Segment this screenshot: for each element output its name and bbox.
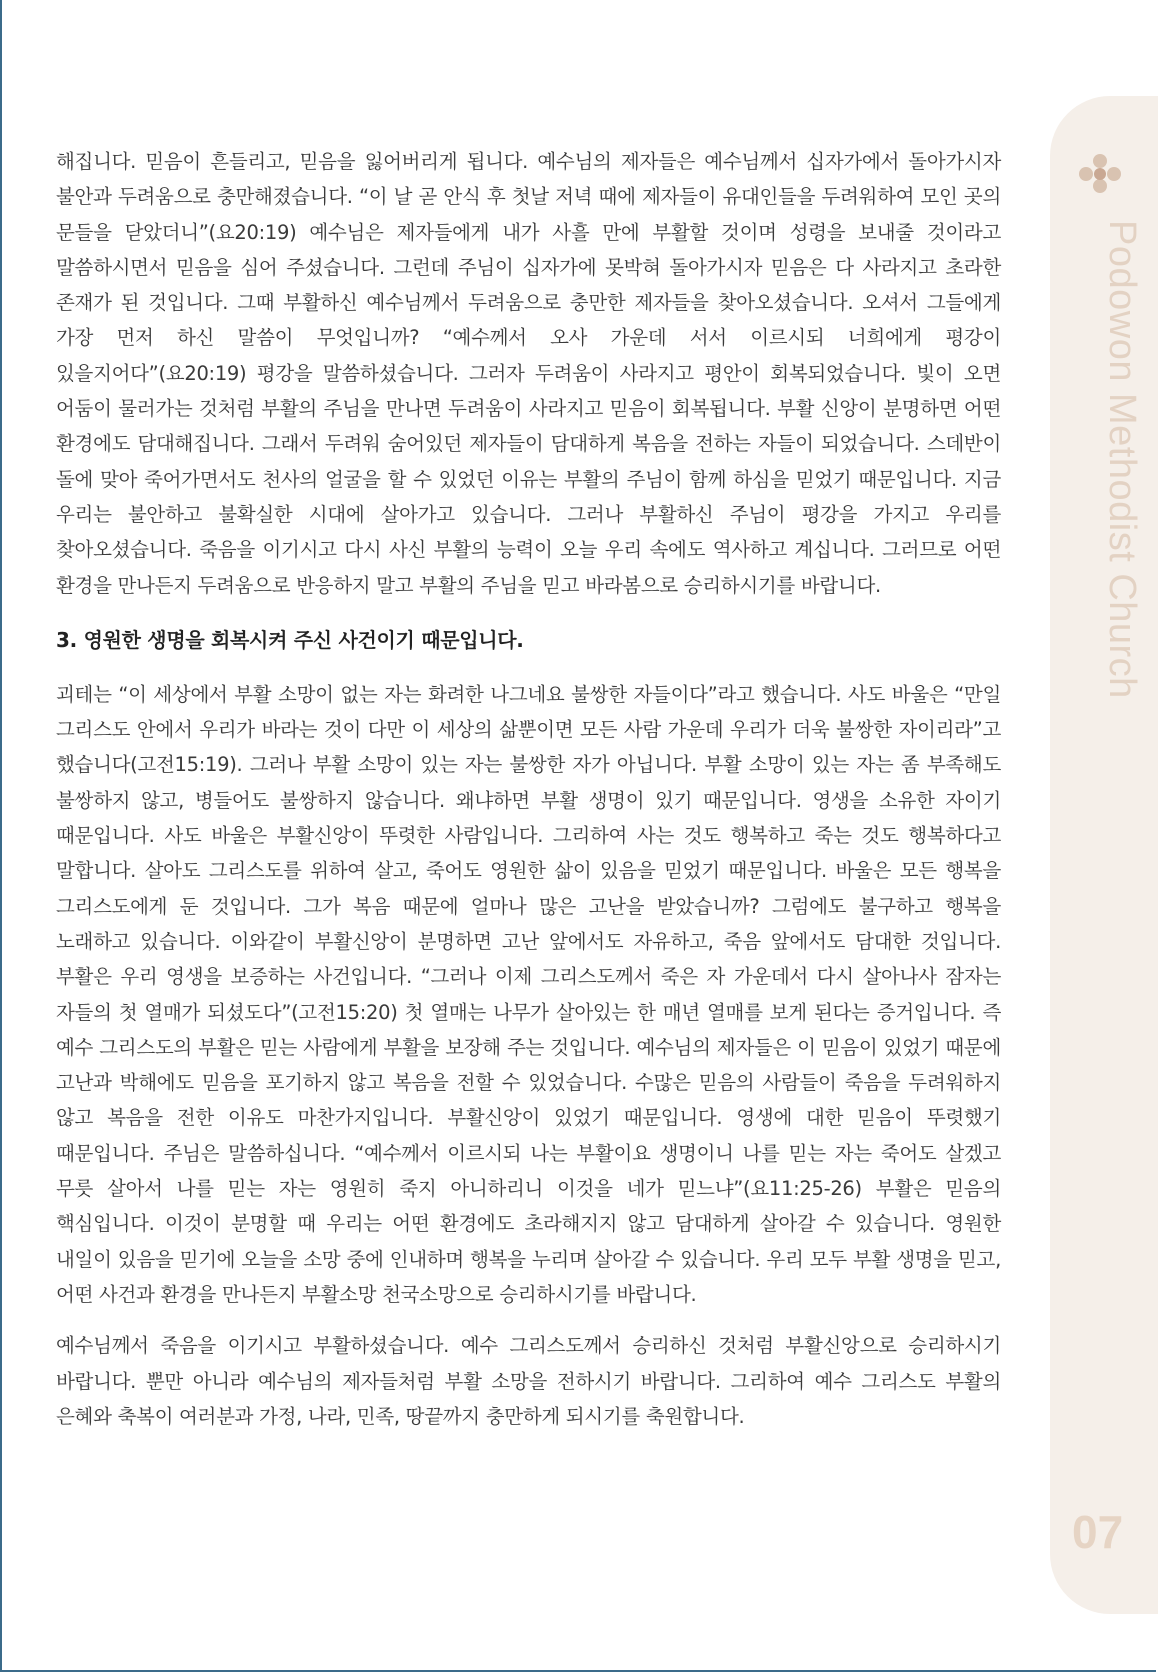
section-heading: 3. 영원한 생명을 회복시켜 주신 사건이기 때문입니다. <box>56 627 524 652</box>
church-name: Podowon Methodist Church <box>1101 220 1143 699</box>
grape-cluster-icon <box>1076 152 1124 200</box>
paragraph: 괴테는 “이 세상에서 부활 소망이 없는 자는 화려한 나그네요 불쌍한 자들이다”라고 했습니다. 사도 바울은 “만일 그리스도 안에서 우리가 바라는 것이 다만 이 세상의 삶뿐이면 모든 사람 가운데 우리가 더욱 불쌍한 자이리라”고 했습니다(고전15:19). 그러나 부활 소망이 있는 자는 불쌍한 자가 아닙니다. 부활 소망이 있는 자는 좀 부족해도 불쌍하지 않고, 병들어도 불쌍하지 않습니다. 왜냐하면 부활 생명이 있기 때문입니다. 영생을 소유한 자이기 때문입니다. 사도 바울은 부활신앙이 뚜렷한 사람입니다. 그리하여 사는 것도 행복하고 죽는 것도 행복하다고 말합니다. 살아도 그리스도를 위하여 살고, 죽어도 영원한 삶이 있음을 믿었기 때문입니다. 바울은 모든 행복을 그리스도에게 둔 것입니다. 그가 복음 때문에 얼마나 많은 고난을 받았습니까? 그럼에도 불구하고 행복을 노래하고 있습니다. 이와같이 부활신앙이 분명하면 고난 앞에서도 자유하고, 죽음 앞에서도 담대한 것입니다. 부활은 우리 영생을 보증하는 사건입니다. “그러나 이제 그리스도께서 죽은 자 가운데서 다시 살아나사 잠자는 자들의 첫 열매가 되셨도다”(고전15:20) 첫 열매는 나무가 살아있는 한 매년 열매를 보게 된다는 증거입니다. 즉 예수 그리스도의 부활은 믿는 사람에게 부활을 보장해 주는 것입니다. 예수님의 제자들은 이 믿음이 있었기 때문에 고난과 박해에도 믿음을 포기하지 않고 복음을 전할 수 있었습니다. 수많은 믿음의 사람들이 죽음을 두려워하지 않고 복음을 전한 이유도 마찬가지입니다. 부활신앙이 있었기 때문입니다. 영생에 대한 믿음이 뚜렷했기 때문입니다. 주님은 말씀하십니다. “예수께서 이르시되 나는 부활이요 생명이니 나를 믿는 자는 죽어도 살겠고 무릇 살아서 나를 믿는 자는 영원히 죽지 아니하리니 이것을 네가 믿느냐”(요11:25-26) 부활은 믿음의 핵심입니다. 이것이 분명할 때 우리는 어떤 환경에도 초라해지지 않고 담대하게 살아갈 수 있습니다. 영원한 내일이 있음을 믿기에 오늘을 소망 중에 인내하며 행복을 누리며 살아갈 수 있습니다. 우리 모두 부활 생명을 믿고, 어떤 사건과 환경을 만나든지 부활소망 천국소망으로 승리하시기를 바랍니다. <box>56 682 1001 1306</box>
article-body <box>56 144 1001 1434</box>
paragraph: 해집니다. 믿음이 흔들리고, 믿음을 잃어버리게 됩니다. 예수님의 제자들은 예수님께서 십자가에서 돌아가시자 불안과 두려움으로 충만해졌습니다. “이 날 곧 안식 후 첫날 저녁 때에 제자들이 유대인들을 두려워하여 모인 곳의 문들을 닫았더니”(요20:19) 예수님은 제자들에게 내가 사흘 만에 부활할 것이며 성령을 보내줄 것이라고 말씀하시면서 믿음을 심어 주셨습니다. 그런데 주님이 십자가에 못박혀 돌아가시자 믿음은 다 사라지고 초라한 존재가 된 것입니다. 그때 부활하신 예수님께서 두려움으로 충만한 제자들을 찾아오셨습니다. 오셔서 그들에게 가장 먼저 하신 말씀이 무엇입니까? “예수께서 오사 가운데 서서 이르시되 너희에게 평강이 있을지어다”(요20:19) 평강을 말씀하셨습니다. 그러자 두려움이 사라지고 평안이 회복되었습니다. 빛이 오면 어둠이 물러가는 것처럼 부활의 주님을 만나면 두려움이 사라지고 믿음이 회복됩니다. 부활 신앙이 분명하면 어떤 환경에도 담대해집니다. 그래서 두려워 숨어있던 제자들이 담대하게 복음을 전하는 자들이 되었습니다. 스데반이 돌에 맞아 죽어가면서도 천사의 얼굴을 할 수 있었던 이유는 부활의 주님이 함께 하심을 믿었기 때문입니다. 지금 우리는 불안하고 불확실한 시대에 살아가고 있습니다. 그러나 부활하신 주님이 평강을 가지고 우리를 찾아오셨습니다. 죽음을 이기시고 다시 사신 부활의 능력이 오늘 우리 속에도 역사하고 계십니다. 그러므로 어떤 환경을 만나든지 두려움으로 반응하지 말고 부활의 주님을 믿고 바라봄으로 승리하시기를 바랍니다. <box>56 150 1001 597</box>
paragraph: 예수님께서 죽음을 이기시고 부활하셨습니다. 예수 그리스도께서 승리하신 것처럼 부활신앙으로 승리하시기 바랍니다. 뿐만 아니라 예수님의 제자들처럼 부활 소망을 전하시기 바랍니다. 그리하여 예수 그리스도 부활의 은혜와 축복이 여러분과 가정, 나라, 민족, 땅끝까지 충만하게 되시기를 축원합니다. <box>56 1334 1001 1428</box>
page-number: 07 <box>1072 1506 1124 1558</box>
